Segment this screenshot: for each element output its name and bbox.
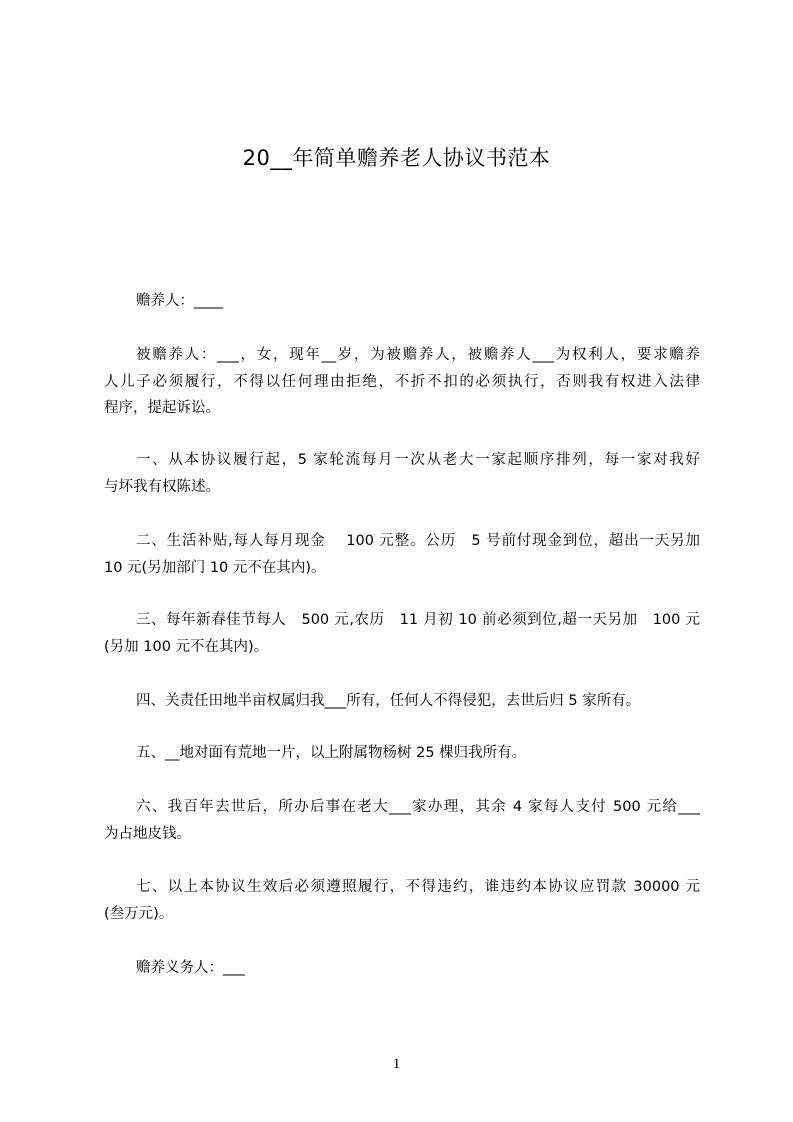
- paragraph-line: 10 元(另加部门 10 元不在其内)。: [104, 559, 326, 576]
- paragraph-line: 赡养人：____: [136, 293, 223, 309]
- paragraph: [104, 740, 700, 767]
- paragraph-line: 二、生活补贴,每人每月现金 100 元整。公历 5 号前付现金到位，超出一天另加: [136, 533, 700, 549]
- paragraph: [104, 794, 700, 847]
- paragraph: [104, 342, 700, 422]
- paragraph: [104, 955, 700, 982]
- document-title: 20__年简单赡养老人协议书范本: [242, 146, 551, 170]
- paragraph-line: 被赡养人：___，女，现年__岁，为被赡养人，被赡养人___为权利人，要求赡养: [136, 347, 700, 363]
- paragraph-line: 与坏我有权陈述。: [104, 478, 220, 495]
- paragraph-line: 程序，提起诉讼。: [104, 400, 220, 416]
- paragraph: [104, 528, 700, 581]
- paragraph-line: 赡养义务人：___: [136, 960, 245, 976]
- paragraph-line: 为占地皮钱。: [104, 825, 191, 842]
- paragraph-line: 人儿子必须履行，不得以任何理由拒绝，不折不扣的必须执行，否则我有权进入法律: [104, 373, 700, 390]
- paragraph-line: 五、__地对面有荒地一片，以上附属物杨树 25 棵归我所有。: [136, 745, 527, 761]
- paragraph-line: 七、以上本协议生效后必须遵照履行，不得违约，谁违约本协议应罚款 30000 元: [136, 879, 700, 895]
- paragraph: [104, 688, 700, 715]
- paragraph: [104, 874, 700, 927]
- page-number: 1: [392, 1056, 401, 1072]
- paragraph-line: 六、我百年去世后，所办后事在老大___家办理，其余 4 家每人支付 500 元给___: [136, 799, 700, 815]
- paragraph-line: (叁万元)。: [104, 905, 174, 922]
- paragraph-line: 四、关责任田地半亩权属归我___所有，任何人不得侵犯，去世后归 5 家所有。: [136, 693, 641, 709]
- paragraph: [104, 288, 700, 315]
- paragraph-line: 一、从本协议履行起，5 家轮流每月一次从老大一家起顺序排列，每一家对我好: [136, 452, 700, 468]
- paragraph-line: (另加 100 元不在其内)。: [104, 638, 269, 655]
- paragraph-line: 三、每年新春佳节每人 500 元,农历 11 月初 10 前必须到位,超一天另加 100 元: [136, 612, 700, 628]
- paragraph: [104, 447, 700, 500]
- paragraph: [104, 607, 700, 660]
